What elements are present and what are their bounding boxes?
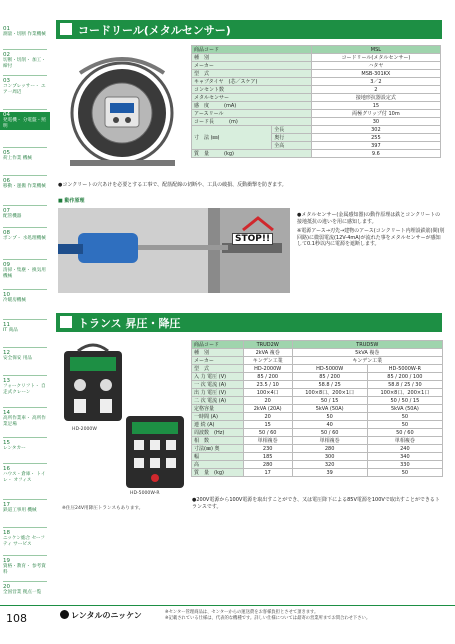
sidebar-item-label: 資格・教育・ 参考資料 [3,564,46,575]
table-row [192,94,441,102]
sidebar-divider [3,75,47,76]
sidebar-item-number: 12 [3,350,10,356]
sidebar-item-number: 18 [3,530,10,536]
table-cell: 感 度 (mA) [192,102,312,110]
table-row [192,357,443,365]
table-cell: 寸 法 (㎜) [192,126,272,150]
table-cell: 40 [292,421,367,429]
sidebar-item-number: 13 [3,378,10,384]
table-cell: 種 別 [192,54,312,62]
hd2000w-caption: HD-2000W [72,427,97,432]
table-cell: 型 式 [192,70,312,78]
sidebar-item-label: 移動・運搬 作業機械 [3,184,46,189]
table-cell: ハタヤ [311,62,440,70]
table-cell: 5kVA (50A) [367,405,442,413]
table-cell: コンセント数 [192,86,312,94]
table-cell: キンデン工業 [292,357,442,365]
sidebar-item-02[interactable] [3,52,49,70]
table-cell: 85 / 200 [243,373,292,381]
sidebar-item-label: ハウス・倉庫・ トイレ・ オフィス [3,472,46,483]
table-cell: TRUD5W [292,341,442,349]
sidebar-item-13[interactable] [3,378,49,396]
table-cell: コード長 (m) [192,118,312,126]
table-cell: 5kVA 複巻 [292,349,442,357]
table-cell: 30 [311,118,440,126]
table-cell: 二 次 電流 (A) [192,397,244,405]
sidebar-item-label: 配管機器 [3,214,22,219]
sidebar-item-number: 01 [3,26,10,32]
table-cell: 302 [311,126,440,134]
principle-illustration [58,208,290,293]
sidebar-item-label: 測量・切断 作業機械 [3,32,46,37]
table-cell: 寸法(㎜) 奥 [192,445,244,453]
table-row [192,118,441,126]
sidebar-item-label: 安全保安 用品 [3,356,33,361]
principle-note: ※電源アース→刃先→建物のアース(コンクリート内埋設鉄筋)間(別回路)に微弱電流(12V-4mA)が流れた事をメタルセンサーが感知して0.1秒以内に電源を遮断します。 [297,228,445,247]
table-cell: 50 / 15 [292,397,367,405]
table-cell: 接地形抗器設定式 [311,94,440,102]
sidebar-divider [3,319,47,320]
sidebar-item-14[interactable] [3,410,49,428]
table-cell: メタルセンサー [192,94,312,102]
table-row [192,469,443,477]
sidebar-divider [3,527,47,528]
sidebar-item-06[interactable] [3,178,49,190]
logo-mark-icon [60,610,69,619]
sidebar-item-number: 09 [3,262,10,268]
section-title: トランス 昇圧・降圧 [78,317,181,330]
table-row [192,341,443,349]
table-cell: 340 [367,453,442,461]
sidebar-item-label: 発電機・ 分電盤・照明 [3,118,46,129]
table-cell: 両極グリップ付 10m [311,110,440,118]
sidebar-item-label: フォークリフト・ 自走式クレーン [3,384,46,395]
footer-note: ※センター管理商品は、センターからの運送費をお客様負担とさせて頂きます。 [165,610,319,615]
section-header-transformer [56,313,442,332]
sidebar-item-label: ポンプ・ 水処理機械 [3,236,46,241]
company-logo [60,610,142,621]
table-cell: TRUD2W [243,341,292,349]
section-marker [60,316,72,328]
table-cell: 型 式 [192,365,244,373]
table-cell: 定格容量 [192,405,244,413]
table-cell: メーカー [192,62,312,70]
table-cell: 商品コード [192,46,312,54]
table-cell: 全長 [272,126,312,134]
sidebar-item-number: 07 [3,208,10,214]
sidebar-item-17[interactable] [3,502,49,514]
table-row [192,70,441,78]
table-row [192,150,441,158]
table-cell: 280 [243,461,292,469]
table-cell: 300 [292,453,367,461]
table-cell: 320 [292,461,367,469]
code-reel-image [60,45,185,180]
table-cell: 3／2 [311,78,440,86]
sidebar-item-number: 05 [3,150,10,156]
table-row [192,78,441,86]
table-cell: 単相複巻 [243,437,292,445]
table-row [192,54,441,62]
sidebar-item-label: 冷暖房機械 [3,298,26,303]
footer-divider [0,605,455,606]
sidebar-item-number: 19 [3,558,10,564]
table-cell: 240 [367,445,442,453]
sidebar-divider [3,205,47,206]
table-row [192,349,443,357]
table-row [192,429,443,437]
sidebar-item-number: 04 [3,112,10,118]
table-cell: 入 力 電圧 (V) [192,373,244,381]
table-row [192,86,441,94]
table-cell: 周波数 (Hz) [192,429,244,437]
sidebar-item-01[interactable] [3,26,49,38]
principle-note: ●メタルセンサー(金属感知器)の動作原理は鉄とコンクリートの接地抵抗の違いを用に感知します。 [297,212,441,225]
table-cell: アースリール [192,110,312,118]
table-row [192,365,443,373]
sidebar-item-03[interactable] [3,78,49,96]
low-voltage-note: ※住圧24V用降圧トランスもあります。 [62,506,144,511]
table-cell: 280 [292,445,367,453]
table-cell: 100×4口 [243,389,292,397]
table-row [192,453,443,461]
sidebar-item-07[interactable] [3,208,49,220]
sidebar-item-09[interactable] [3,262,49,280]
sidebar-divider [3,109,47,110]
sidebar-item-label: コンプレッサー・ エア一周辺 [3,84,46,95]
logo-text: レンタルのニッケン [71,611,142,620]
table-cell: 2kVA (20A) [243,405,292,413]
sidebar-item-number: 17 [3,502,10,508]
footer-note: ※記載されている仕様は、代表的な機種です。詳しい仕様については最寄の営業所までお問合わせ下さい。 [165,616,371,621]
sidebar-item-label: 切断・切削・ 加工・締付 [3,58,46,69]
table-cell: 全高 [272,142,312,150]
table-cell: HD-5000W [292,365,367,373]
table-row [192,461,443,469]
sidebar-item-15[interactable] [3,440,49,452]
table-cell: 9.6 [311,150,440,158]
sidebar-item-08[interactable] [3,230,49,242]
sidebar-item-05[interactable] [3,150,49,162]
table-cell: 50 / 60 [292,429,367,437]
sidebar-item-number: 15 [3,440,10,446]
table-row [192,62,441,70]
table-cell: 330 [367,461,442,469]
sidebar-divider [3,407,47,408]
table-cell: 397 [311,142,440,150]
table-cell: 連 続 (A) [192,421,244,429]
section-title: コードリール(メタルセンサー) [78,24,231,37]
footer-notes [165,610,450,622]
sidebar-divider [3,375,47,376]
table-cell: MSB-301KX [311,70,440,78]
sidebar-item-number: 11 [3,322,10,328]
table-row [192,373,443,381]
table-cell: 幅 [192,453,244,461]
sidebar-item-11[interactable] [3,322,49,334]
table-cell: 23.5 / 10 [243,381,292,389]
principle-heading: ■ 動作原理 [58,198,85,204]
table-cell: 50 [367,469,442,477]
sidebar-item-label: 鉄道工事用 機械 [3,508,37,513]
table-cell: 質 量 (kg) [192,150,312,158]
sidebar-item-label: 清掃・集塵・ 換気用機械 [3,268,46,279]
sidebar-divider [3,289,47,290]
sidebar-divider [3,175,47,176]
sidebar-item-label: ニッケン総合 セーフティ サービス [3,536,45,547]
table-cell: 100×8口、200×1口 [367,389,442,397]
table-cell: 85 / 200 [292,373,367,381]
table-cell: メーカー [192,357,244,365]
hd5000wr-caption: HD-5000W-R [130,491,160,496]
table-cell: 185 [243,453,292,461]
sidebar-item-label: レンタカー [3,446,26,451]
transformer-hd2000w-image [62,343,124,423]
section-marker [60,23,72,35]
section-header-code-reel [56,20,442,39]
table-cell: 種 別 [192,349,244,357]
table-cell: 2 [311,86,440,94]
code-reel-note: ●コンクリートの穴あけを必要とする工事で、配筋配線の切断や、工具の破損、反動衝撃を防ぎます。 [58,182,287,188]
sidebar-item-number: 08 [3,230,10,236]
page-number: 108 [6,612,27,625]
sidebar-item-number: 14 [3,410,10,416]
sidebar-item-label: 荷上作業 機械 [3,156,33,161]
table-row [192,445,443,453]
table-cell: 255 [311,134,440,142]
sidebar-item-label: IT 商品 [3,328,18,333]
sidebar-divider [3,555,47,556]
table-cell: 単相複巻 [292,437,367,445]
transformer-spec-table [191,340,443,477]
transformer-note: ●200V電源から100V電源を取出すことができ、又は電圧降下による85V電源を100Vで取出すことができるトランスです。 [192,497,440,510]
sidebar-item-number: 06 [3,178,10,184]
principle-notes [297,212,445,251]
sidebar-item-label: 高所作業車・ 高所作業足場 [3,416,46,427]
table-row [192,413,443,421]
stop-label: STOP!! [232,233,273,245]
sidebar-item-number: 02 [3,52,10,58]
table-cell: 17 [243,469,292,477]
table-cell: HD-5000W-R [367,365,442,373]
sidebar-divider [3,49,47,50]
sidebar-item-number: 16 [3,466,10,472]
table-cell: 230 [243,445,292,453]
sidebar-divider [3,147,47,148]
sidebar-divider [3,581,47,582]
table-cell: 一時間 (A) [192,413,244,421]
table-cell: 20 [243,397,292,405]
sidebar-item-10[interactable] [3,292,49,304]
table-cell: 58.8 / 25 [292,381,367,389]
table-cell: 5kVA (50A) [292,405,367,413]
table-cell: 50 [367,421,442,429]
table-row [192,397,443,405]
table-cell: 15 [243,421,292,429]
table-cell: 一 次 電流 (A) [192,381,244,389]
table-cell: 39 [292,469,367,477]
table-row [192,381,443,389]
table-cell: MSL [311,46,440,54]
table-cell: 商品コード [192,341,244,349]
table-cell: 50 / 60 [367,429,442,437]
table-cell: コードリール(メタルセンサー) [311,54,440,62]
sidebar-item-12[interactable] [3,350,49,362]
table-cell: 85 / 200 / 100 [367,373,442,381]
table-cell: 50 / 50 / 15 [367,397,442,405]
table-cell: 高 [192,461,244,469]
table-row [192,389,443,397]
sidebar-item-number: 03 [3,78,10,84]
sidebar-item-20[interactable] [3,584,49,596]
sidebar-item-16[interactable] [3,466,49,484]
table-row [192,110,441,118]
table-row [192,46,441,54]
sidebar-item-number: 20 [3,584,10,590]
table-row [192,421,443,429]
table-cell: 58.8 / 25 / 30 [367,381,442,389]
sidebar-divider [3,499,47,500]
table-cell: 相 数 [192,437,244,445]
table-cell: 単相複巻 [367,437,442,445]
table-cell: 2kVA 複巻 [243,349,292,357]
table-row [192,102,441,110]
table-cell: 15 [311,102,440,110]
table-cell: 50 [367,413,442,421]
sidebar-divider [3,259,47,260]
table-row [192,437,443,445]
table-cell: 100×8口、200×1口 [292,389,367,397]
table-cell: 質 量 (kg) [192,469,244,477]
sidebar-divider [3,347,47,348]
table-cell: HD-2000W [243,365,292,373]
transformer-hd5000wr-image [124,410,186,490]
sidebar-item-label: 全国営業 拠点一覧 [3,590,42,595]
table-cell: 50 [292,413,367,421]
table-cell: 奥行 [272,134,312,142]
sidebar-item-18[interactable] [3,530,49,548]
sidebar-divider [3,227,47,228]
sidebar-item-19[interactable] [3,558,49,576]
table-cell: キャブタイヤ (芯／スケア) [192,78,312,86]
sidebar-divider [3,463,47,464]
table-row [192,405,443,413]
sidebar-divider [3,437,47,438]
sidebar [0,0,50,600]
table-cell: キンデン工業 [243,357,292,365]
sidebar-item-04[interactable] [0,112,50,130]
table-cell: 50 / 60 [243,429,292,437]
table-cell: 20 [243,413,292,421]
code-reel-spec-table [191,45,441,158]
sidebar-item-number: 10 [3,292,10,298]
table-row [192,126,441,134]
table-cell: 出 力 電圧 (V) [192,389,244,397]
